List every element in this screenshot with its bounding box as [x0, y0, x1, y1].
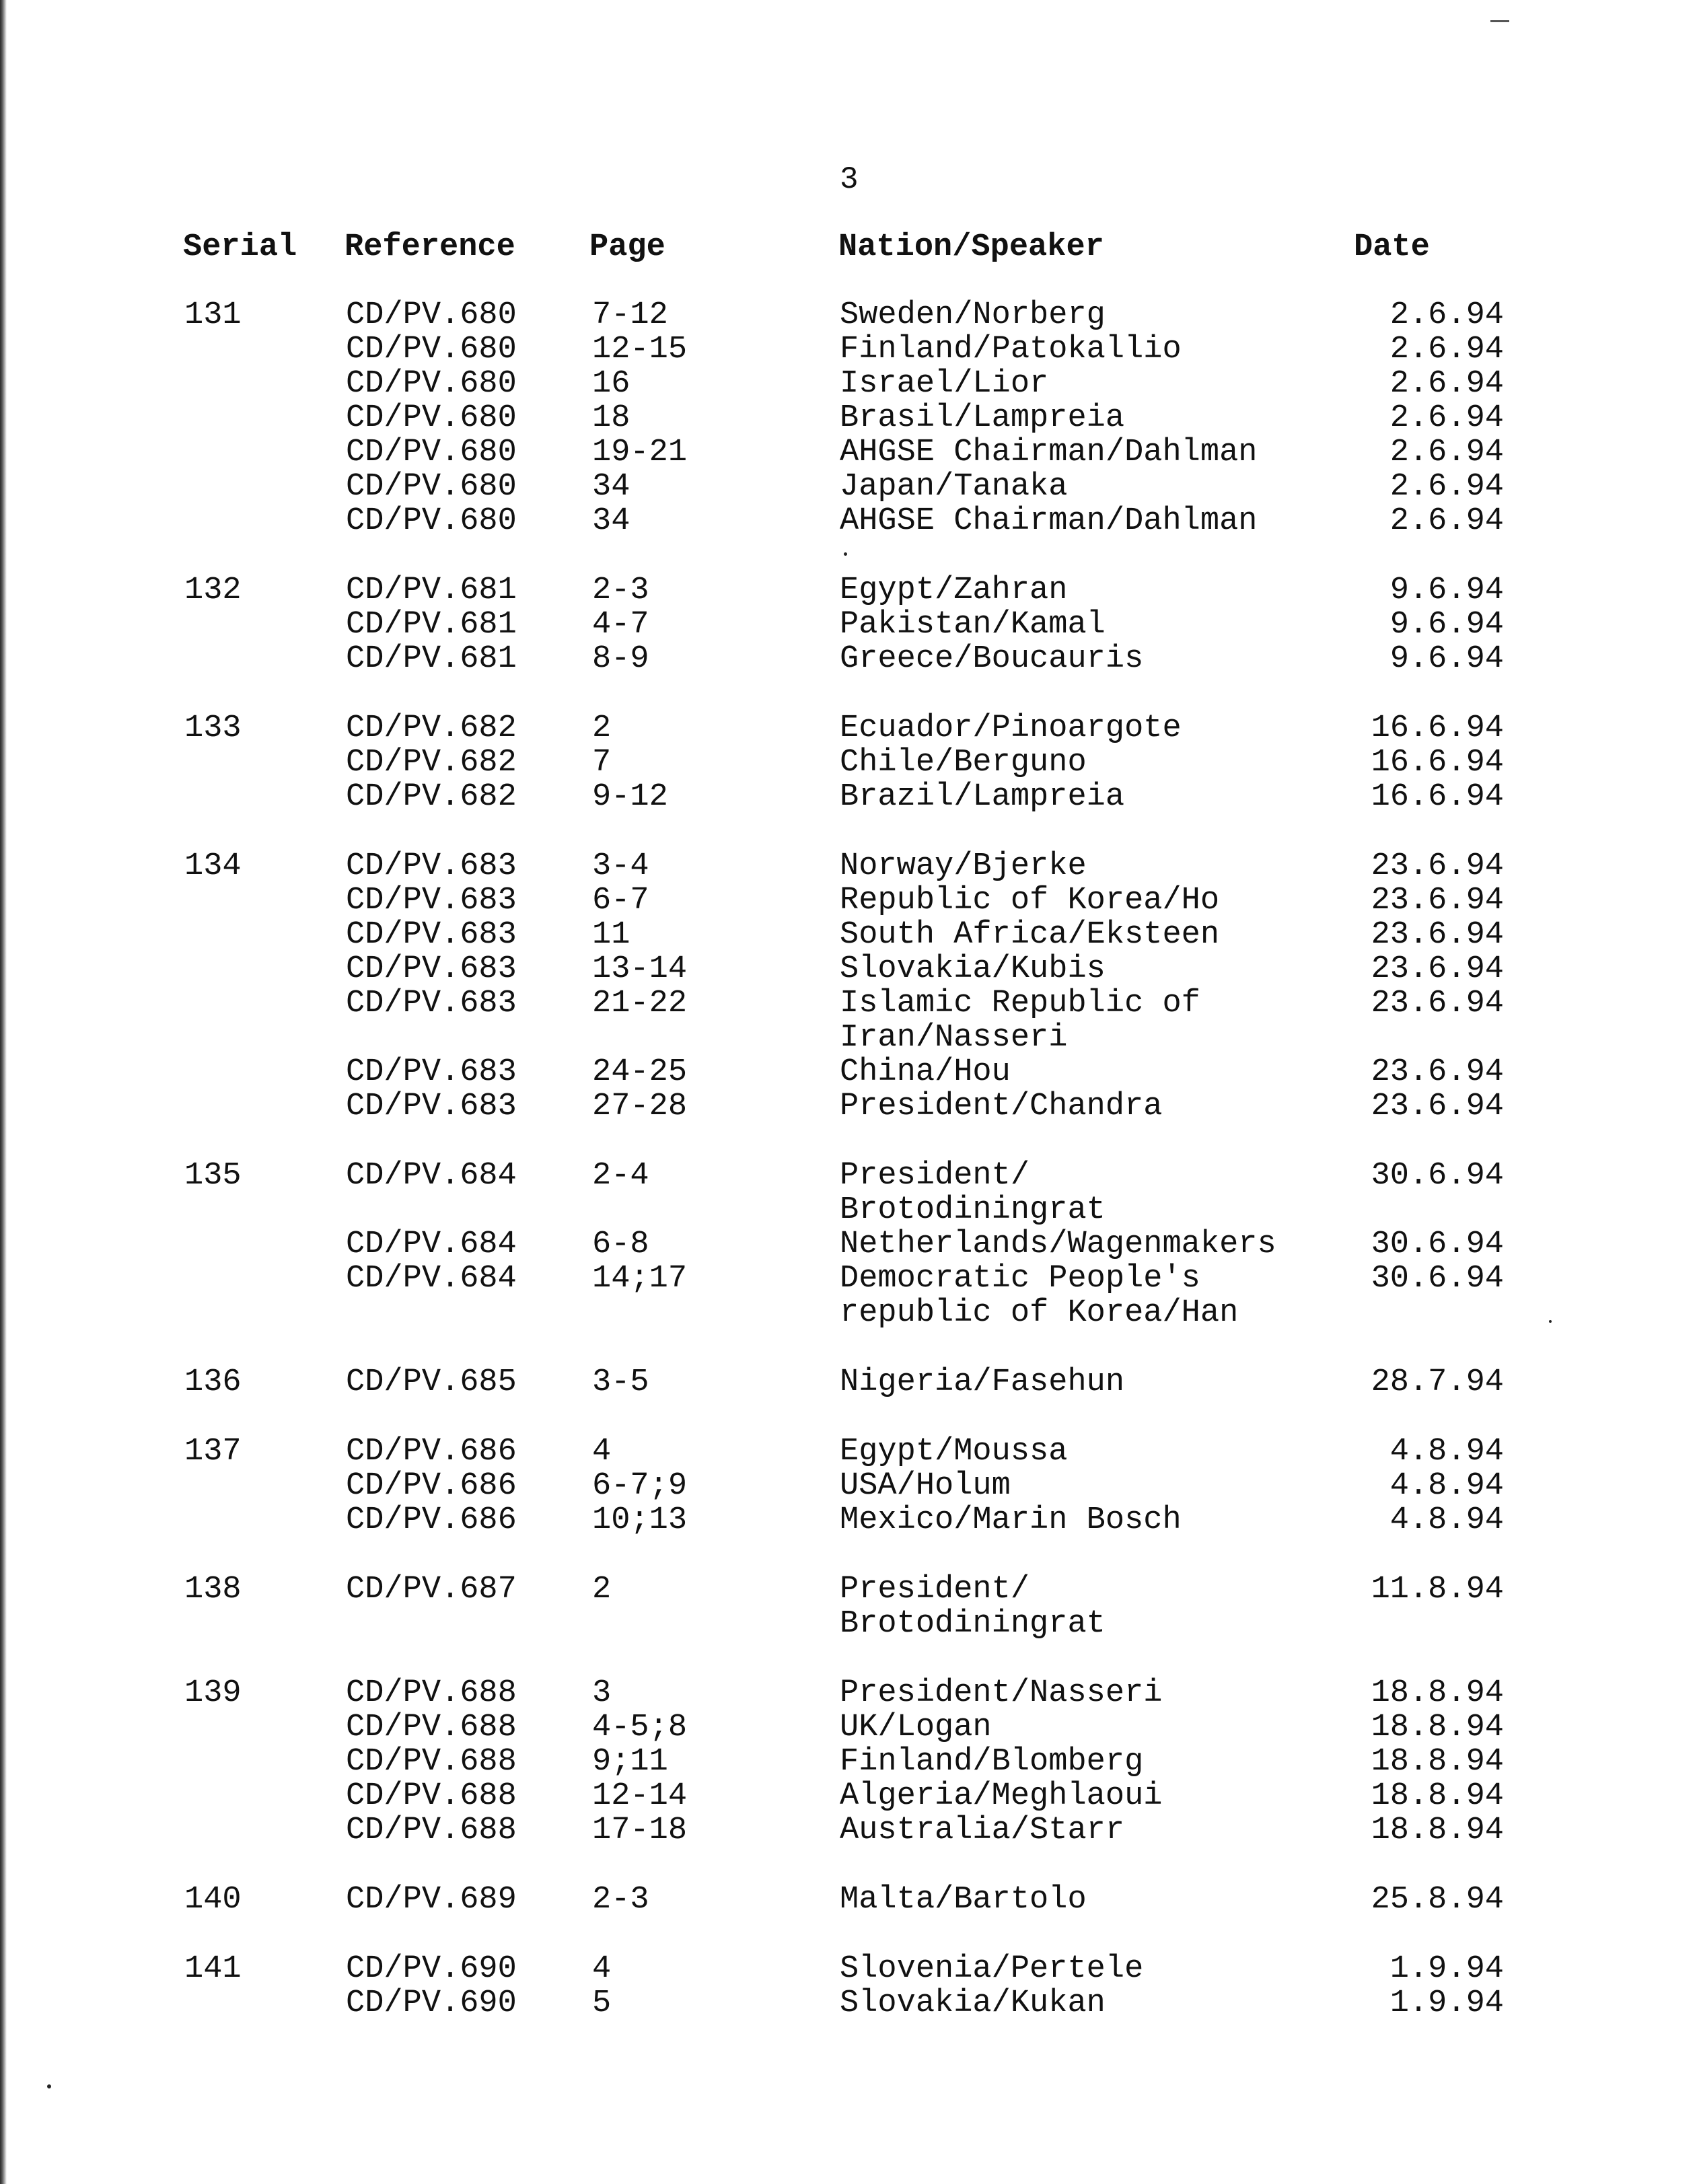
date-cell: 2.6.94: [1389, 297, 1504, 333]
serial-group: [0, 1365, 1699, 1399]
page-cell: 12-15: [592, 332, 688, 367]
header-reference: Reference: [345, 229, 515, 265]
serial-group: [0, 1434, 1699, 1537]
reference-cell: CD/PV.683: [346, 848, 517, 884]
nation-speaker-cell: AHGSE Chairman/Dahlman: [840, 503, 1258, 539]
date-cell: 18.8.94: [1371, 1675, 1504, 1711]
date-cell: 23.6.94: [1371, 883, 1504, 918]
reference-cell: CD/PV.683: [346, 986, 517, 1021]
nation-speaker-cell: Australia/Starr: [840, 1813, 1125, 1848]
nation-speaker-cell: South Africa/Eksteen: [840, 917, 1220, 953]
table-row: [0, 1055, 1699, 1089]
nation-speaker-cell: Islamic Republic of Iran/Nasseri: [840, 986, 1200, 1056]
nation-speaker-cell: China/Hou: [840, 1054, 1011, 1090]
table-row: [0, 1813, 1699, 1848]
serial-cell: 141: [184, 1951, 242, 1987]
date-cell: 16.6.94: [1371, 711, 1504, 746]
table-row: [0, 1469, 1699, 1503]
reference-cell: CD/PV.686: [346, 1502, 517, 1538]
scan-mark: [1490, 20, 1509, 22]
table-row: [0, 1503, 1699, 1537]
reference-cell: CD/PV.681: [346, 607, 517, 643]
reference-cell: CD/PV.688: [346, 1778, 517, 1814]
nation-speaker-cell: Malta/Bartolo: [840, 1882, 1087, 1918]
page-cell: 17-18: [592, 1813, 688, 1848]
table-row: [0, 470, 1699, 504]
date-cell: 2.6.94: [1389, 400, 1504, 436]
serial-cell: 132: [184, 573, 242, 608]
header-nation-speaker: Nation/Speaker: [838, 229, 1104, 265]
table-row: [0, 298, 1699, 332]
nation-speaker-cell: Sweden/Norberg: [840, 297, 1106, 333]
table-row: [0, 1779, 1699, 1813]
table-row: [0, 883, 1699, 918]
nation-speaker-cell: Chile/Berguno: [840, 745, 1087, 780]
page-cell: 4-5;8: [592, 1710, 688, 1745]
nation-speaker-cell: AHGSE Chairman/Dahlman: [840, 435, 1258, 470]
nation-speaker-cell: Israel/Lior: [840, 366, 1049, 402]
serial-cell: 135: [184, 1158, 242, 1194]
date-cell: 2.6.94: [1389, 366, 1504, 402]
nation-speaker-cell: Republic of Korea/Ho: [840, 883, 1220, 918]
page-cell: 9;11: [592, 1744, 668, 1780]
page-cell: 4: [592, 1951, 612, 1987]
date-cell: 18.8.94: [1371, 1778, 1504, 1814]
page-cell: 4-7: [592, 607, 649, 643]
nation-speaker-cell: Netherlands/Wagenmakers: [840, 1227, 1276, 1262]
page-cell: 2-4: [592, 1158, 649, 1194]
page-cell: 14;17: [592, 1261, 688, 1297]
scan-speck: [47, 2084, 51, 2088]
reference-cell: CD/PV.682: [346, 745, 517, 780]
serial-cell: 139: [184, 1675, 242, 1711]
table-row: [0, 435, 1699, 470]
date-cell: 1.9.94: [1389, 1951, 1504, 1987]
date-cell: 16.6.94: [1371, 745, 1504, 780]
table-row: [0, 642, 1699, 676]
reference-cell: CD/PV.680: [346, 400, 517, 436]
nation-speaker-cell: Greece/Boucauris: [840, 641, 1144, 677]
date-cell: 4.8.94: [1389, 1434, 1504, 1469]
reference-cell: CD/PV.680: [346, 435, 517, 470]
table-row: [0, 1365, 1699, 1399]
page-cell: 7: [592, 745, 612, 780]
reference-cell: CD/PV.680: [346, 332, 517, 367]
table-row: [0, 573, 1699, 608]
page-cell: 34: [592, 469, 630, 505]
table-row: [0, 1262, 1699, 1330]
serial-group: [0, 1952, 1699, 2021]
table-row: [0, 1952, 1699, 1986]
nation-speaker-cell: Egypt/Zahran: [840, 573, 1068, 608]
nation-speaker-cell: Norway/Bjerke: [840, 848, 1087, 884]
nation-speaker-cell: Democratic People's republic of Korea/Han: [840, 1261, 1239, 1331]
page-cell: 6-8: [592, 1227, 649, 1262]
date-cell: 23.6.94: [1371, 1089, 1504, 1124]
page-cell: 6-7;9: [592, 1468, 688, 1504]
page-cell: 2: [592, 1572, 612, 1607]
reference-cell: CD/PV.689: [346, 1882, 517, 1918]
date-cell: 23.6.94: [1371, 917, 1504, 953]
page-cell: 3-5: [592, 1364, 649, 1400]
date-cell: 30.6.94: [1371, 1158, 1504, 1194]
reference-cell: CD/PV.685: [346, 1364, 517, 1400]
reference-cell: CD/PV.686: [346, 1434, 517, 1469]
reference-cell: CD/PV.682: [346, 779, 517, 815]
nation-speaker-cell: Slovenia/Pertele: [840, 1951, 1144, 1987]
table-row: [0, 1710, 1699, 1745]
table-row: [0, 780, 1699, 814]
page-cell: 3: [592, 1675, 612, 1711]
page-cell: 27-28: [592, 1089, 688, 1124]
nation-speaker-cell: USA/Holum: [840, 1468, 1011, 1504]
date-cell: 18.8.94: [1371, 1813, 1504, 1848]
table-row: [0, 608, 1699, 642]
serial-group: [0, 1883, 1699, 1917]
page-cell: 3-4: [592, 848, 649, 884]
page-cell: 5: [592, 1986, 612, 2021]
nation-speaker-cell: Brazil/Lampreia: [840, 779, 1125, 815]
reference-cell: CD/PV.683: [346, 883, 517, 918]
page-cell: 24-25: [592, 1054, 688, 1090]
page-cell: 16: [592, 366, 630, 402]
date-cell: 25.8.94: [1371, 1882, 1504, 1918]
table-row: [0, 1227, 1699, 1262]
reference-cell: CD/PV.684: [346, 1261, 517, 1297]
table-row: [0, 918, 1699, 952]
date-cell: 23.6.94: [1371, 848, 1504, 884]
page-cell: 21-22: [592, 986, 688, 1021]
table-row: [0, 1745, 1699, 1779]
date-cell: 9.6.94: [1389, 607, 1504, 643]
serial-cell: 131: [184, 297, 242, 333]
page-cell: 7-12: [592, 297, 668, 333]
date-cell: 30.6.94: [1371, 1261, 1504, 1297]
nation-speaker-cell: Brasil/Lampreia: [840, 400, 1125, 436]
serial-group: [0, 711, 1699, 814]
reference-cell: CD/PV.681: [346, 641, 517, 677]
table-row: [0, 1434, 1699, 1469]
serial-cell: 140: [184, 1882, 242, 1918]
serial-cell: 133: [184, 711, 242, 746]
reference-cell: CD/PV.683: [346, 917, 517, 953]
page-cell: 19-21: [592, 435, 688, 470]
reference-cell: CD/PV.684: [346, 1227, 517, 1262]
table-row: [0, 711, 1699, 745]
table-header: [0, 229, 1699, 266]
nation-speaker-cell: President/ Brotodiningrat: [840, 1572, 1106, 1642]
date-cell: 4.8.94: [1389, 1502, 1504, 1538]
table-row: [0, 1159, 1699, 1227]
page-cell: 2-3: [592, 1882, 649, 1918]
nation-speaker-cell: Pakistan/Kamal: [840, 607, 1106, 643]
nation-speaker-cell: Ecuador/Pinoargote: [840, 711, 1182, 746]
serial-cell: 136: [184, 1364, 242, 1400]
page-cell: 6-7: [592, 883, 649, 918]
date-cell: 2.6.94: [1389, 503, 1504, 539]
reference-cell: CD/PV.688: [346, 1710, 517, 1745]
date-cell: 11.8.94: [1371, 1572, 1504, 1607]
reference-cell: CD/PV.681: [346, 573, 517, 608]
page-cell: 2-3: [592, 573, 649, 608]
table-row: [0, 849, 1699, 883]
date-cell: 30.6.94: [1371, 1227, 1504, 1262]
nation-speaker-cell: Nigeria/Fasehun: [840, 1364, 1125, 1400]
serial-cell: 134: [184, 848, 242, 884]
serial-cell: 137: [184, 1434, 242, 1469]
reference-cell: CD/PV.688: [346, 1744, 517, 1780]
nation-speaker-cell: President/Nasseri: [840, 1675, 1163, 1711]
table-row: [0, 986, 1699, 1055]
page-cell: 12-14: [592, 1778, 688, 1814]
date-cell: 23.6.94: [1371, 1054, 1504, 1090]
nation-speaker-cell: Slovakia/Kukan: [840, 1986, 1106, 2021]
table-row: [0, 504, 1699, 538]
page-cell: 13-14: [592, 951, 688, 987]
header-page: Page: [589, 229, 665, 265]
reference-cell: CD/PV.680: [346, 297, 517, 333]
table-row: [0, 367, 1699, 401]
serial-group: [0, 1159, 1699, 1330]
reference-cell: CD/PV.680: [346, 469, 517, 505]
date-cell: 23.6.94: [1371, 951, 1504, 987]
date-cell: 4.8.94: [1389, 1468, 1504, 1504]
date-cell: 2.6.94: [1389, 332, 1504, 367]
reference-cell: CD/PV.690: [346, 1951, 517, 1987]
date-cell: 9.6.94: [1389, 573, 1504, 608]
header-date: Date: [1354, 229, 1430, 265]
date-cell: 16.6.94: [1371, 779, 1504, 815]
date-cell: 9.6.94: [1389, 641, 1504, 677]
date-cell: 2.6.94: [1389, 469, 1504, 505]
table-row: [0, 1572, 1699, 1641]
nation-speaker-cell: President/Chandra: [840, 1089, 1163, 1124]
table-row: [0, 1089, 1699, 1124]
page-cell: 10;13: [592, 1502, 688, 1538]
reference-cell: CD/PV.683: [346, 951, 517, 987]
reference-cell: CD/PV.682: [346, 711, 517, 746]
page-number: 3: [840, 162, 859, 197]
serial-group: [0, 573, 1699, 676]
table-row: [0, 952, 1699, 986]
table-row: [0, 1883, 1699, 1917]
nation-speaker-cell: Egypt/Moussa: [840, 1434, 1068, 1469]
page-cell: 2: [592, 711, 612, 746]
reference-cell: CD/PV.690: [346, 1986, 517, 2021]
date-cell: 18.8.94: [1371, 1744, 1504, 1780]
table-row: [0, 1676, 1699, 1710]
nation-speaker-cell: Mexico/Marin Bosch: [840, 1502, 1182, 1538]
nation-speaker-cell: Algeria/Meghlaoui: [840, 1778, 1163, 1814]
nation-speaker-cell: UK/Logan: [840, 1710, 992, 1745]
serial-group: [0, 849, 1699, 1124]
serial-group: [0, 1572, 1699, 1641]
date-cell: 28.7.94: [1371, 1364, 1504, 1400]
page-cell: 18: [592, 400, 630, 436]
header-serial: Serial: [183, 229, 297, 265]
nation-speaker-cell: President/ Brotodiningrat: [840, 1158, 1106, 1228]
page-cell: 34: [592, 503, 630, 539]
reference-cell: CD/PV.687: [346, 1572, 517, 1607]
page-cell: 8-9: [592, 641, 649, 677]
page-cell: 11: [592, 917, 630, 953]
date-cell: 23.6.94: [1371, 986, 1504, 1021]
date-cell: 2.6.94: [1389, 435, 1504, 470]
reference-cell: CD/PV.686: [346, 1468, 517, 1504]
nation-speaker-cell: Japan/Tanaka: [840, 469, 1068, 505]
reference-cell: CD/PV.683: [346, 1054, 517, 1090]
reference-cell: CD/PV.688: [346, 1813, 517, 1848]
serial-cell: 138: [184, 1572, 242, 1607]
table-row: [0, 1986, 1699, 2021]
reference-cell: CD/PV.683: [346, 1089, 517, 1124]
page-cell: 4: [592, 1434, 612, 1469]
statements-table: [0, 298, 1699, 2055]
date-cell: 18.8.94: [1371, 1710, 1504, 1745]
nation-speaker-cell: Finland/Blomberg: [840, 1744, 1144, 1780]
table-row: [0, 332, 1699, 367]
reference-cell: CD/PV.688: [346, 1675, 517, 1711]
nation-speaker-cell: Slovakia/Kubis: [840, 951, 1106, 987]
serial-group: [0, 1676, 1699, 1848]
date-cell: 1.9.94: [1389, 1986, 1504, 2021]
reference-cell: CD/PV.680: [346, 503, 517, 539]
table-row: [0, 745, 1699, 780]
nation-speaker-cell: Finland/Patokallio: [840, 332, 1182, 367]
table-row: [0, 401, 1699, 435]
reference-cell: CD/PV.684: [346, 1158, 517, 1194]
reference-cell: CD/PV.680: [346, 366, 517, 402]
serial-group: [0, 298, 1699, 538]
page-cell: 9-12: [592, 779, 668, 815]
